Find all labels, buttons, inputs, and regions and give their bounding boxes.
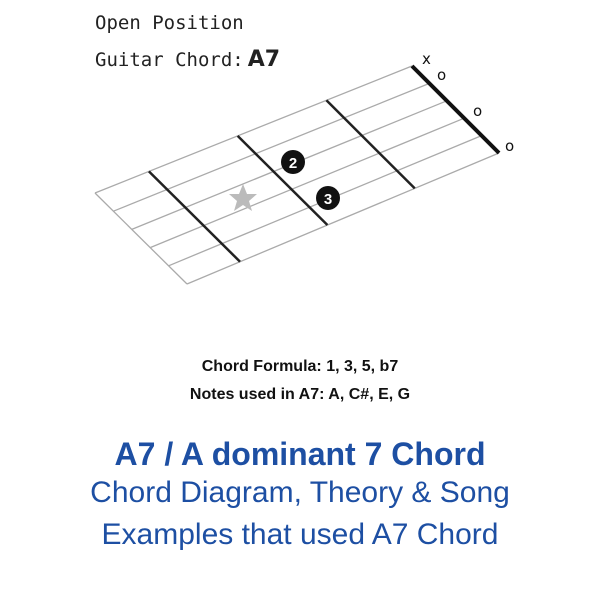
string-line [187, 153, 499, 284]
string-line [113, 83, 429, 211]
open-string-marker: o [473, 102, 483, 120]
string-line [95, 66, 412, 193]
main-title: A7 / A dominant 7 Chord [114, 436, 486, 472]
position-label: Open Position [95, 12, 244, 34]
subtitle-line-2: Examples that used A7 Chord [101, 518, 499, 551]
strings [95, 66, 499, 284]
finger-dot [281, 150, 305, 174]
finger-dot [316, 186, 340, 210]
open-string-marker: o [505, 137, 515, 155]
string-line [150, 118, 464, 247]
finger-number: 3 [323, 191, 333, 208]
chord-formula: Chord Formula: 1, 3, 5, b7 [201, 358, 399, 375]
finger-number: 2 [288, 155, 298, 172]
open-string-marker: o [437, 66, 447, 84]
chord-name: A7 [247, 47, 281, 72]
chord-notes: Notes used in A7: A, C#, E, G [189, 386, 411, 403]
muted-string-marker: x [422, 50, 431, 68]
subtitle-line-1: Chord Diagram, Theory & Song [90, 476, 510, 509]
chord-label-text: Guitar Chord: [95, 49, 244, 71]
